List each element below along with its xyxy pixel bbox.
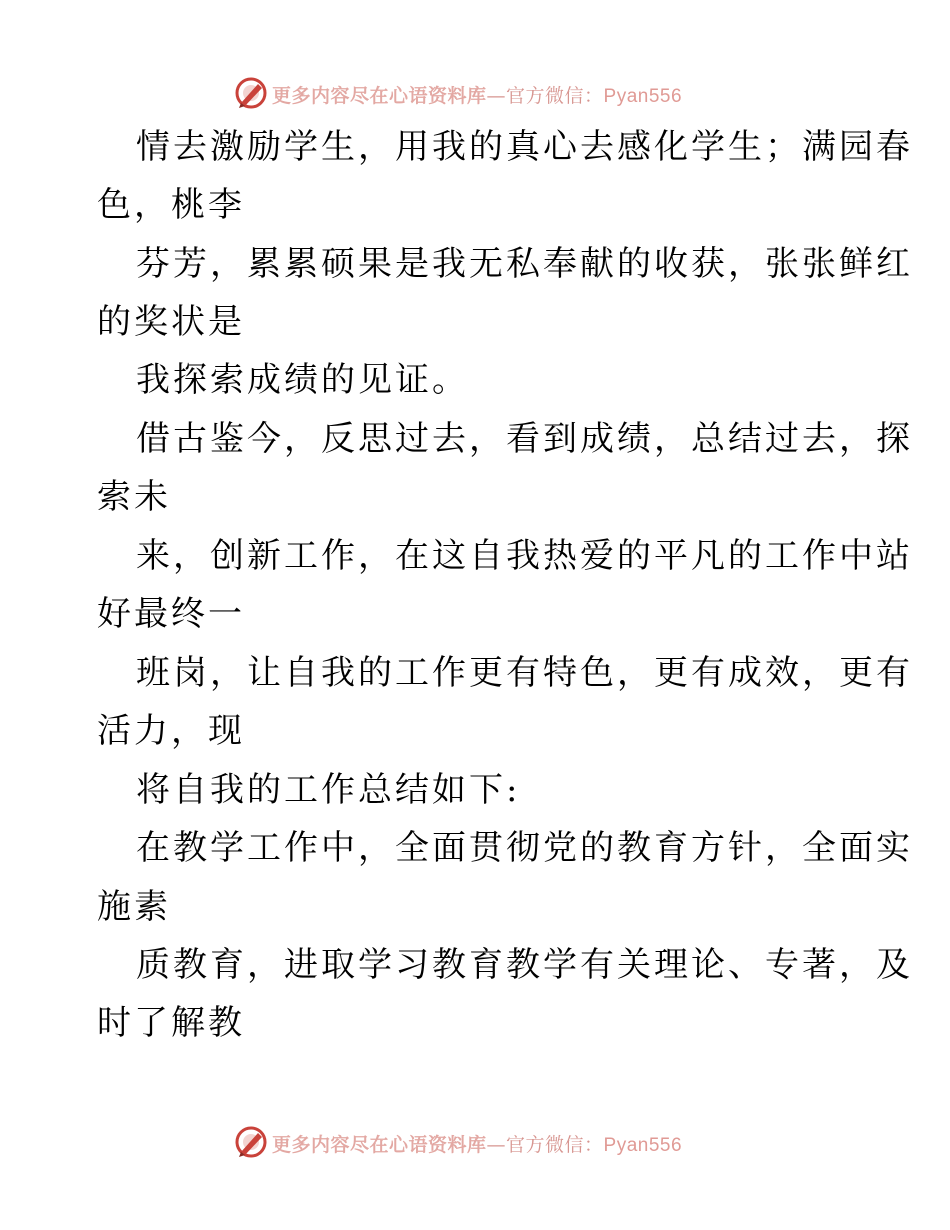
body-line: 施素 [97, 887, 171, 927]
body-line: 索未 [97, 477, 171, 517]
body-line: 在教学工作中，全面贯彻党的教育方针，全面实 [136, 828, 913, 868]
body-line: 将自我的工作总结如下: [136, 770, 521, 810]
banner-separator: — [486, 85, 507, 107]
body-line: 好最终一 [97, 594, 245, 634]
banner-text [272, 81, 682, 108]
body-line: 色，桃李 [97, 185, 245, 225]
body-line: 来，创新工作，在这自我热爱的平凡的工作中站 [136, 536, 913, 576]
banner-wechat-label: 官方微信： [506, 85, 604, 107]
body-line: 我探索成绩的见证。 [136, 360, 469, 400]
pen-logo-icon [234, 76, 268, 110]
footer-banner [0, 1121, 950, 1161]
body-line: 借古鉴今，反思过去，看到成绩，总结过去，探 [136, 419, 913, 459]
banner-wechat-id: Pyan556 [603, 1135, 683, 1156]
banner-wechat-label: 官方微信： [506, 1134, 604, 1156]
body-line: 情去激励学生，用我的真心去感化学生；满园春 [136, 127, 913, 167]
banner-separator: — [486, 1134, 507, 1156]
banner-main-text: 更多内容尽在心语资料库 [272, 85, 487, 107]
body-line: 班岗，让自我的工作更有特色，更有成效，更有 [136, 653, 913, 693]
body-line: 芬芳，累累硕果是我无私奉献的收获，张张鲜红 [136, 244, 913, 284]
header-banner [0, 72, 950, 112]
banner-main-text: 更多内容尽在心语资料库 [272, 1134, 487, 1156]
banner-wechat-id: Pyan556 [603, 86, 683, 107]
banner-text [272, 1130, 682, 1157]
body-line: 时了解教 [97, 1003, 245, 1043]
body-line: 活力，现 [97, 711, 245, 751]
body-line: 质教育，进取学习教育教学有关理论、专著，及 [136, 945, 913, 985]
body-line: 的奖状是 [97, 302, 245, 342]
pen-logo-icon [234, 1125, 268, 1159]
